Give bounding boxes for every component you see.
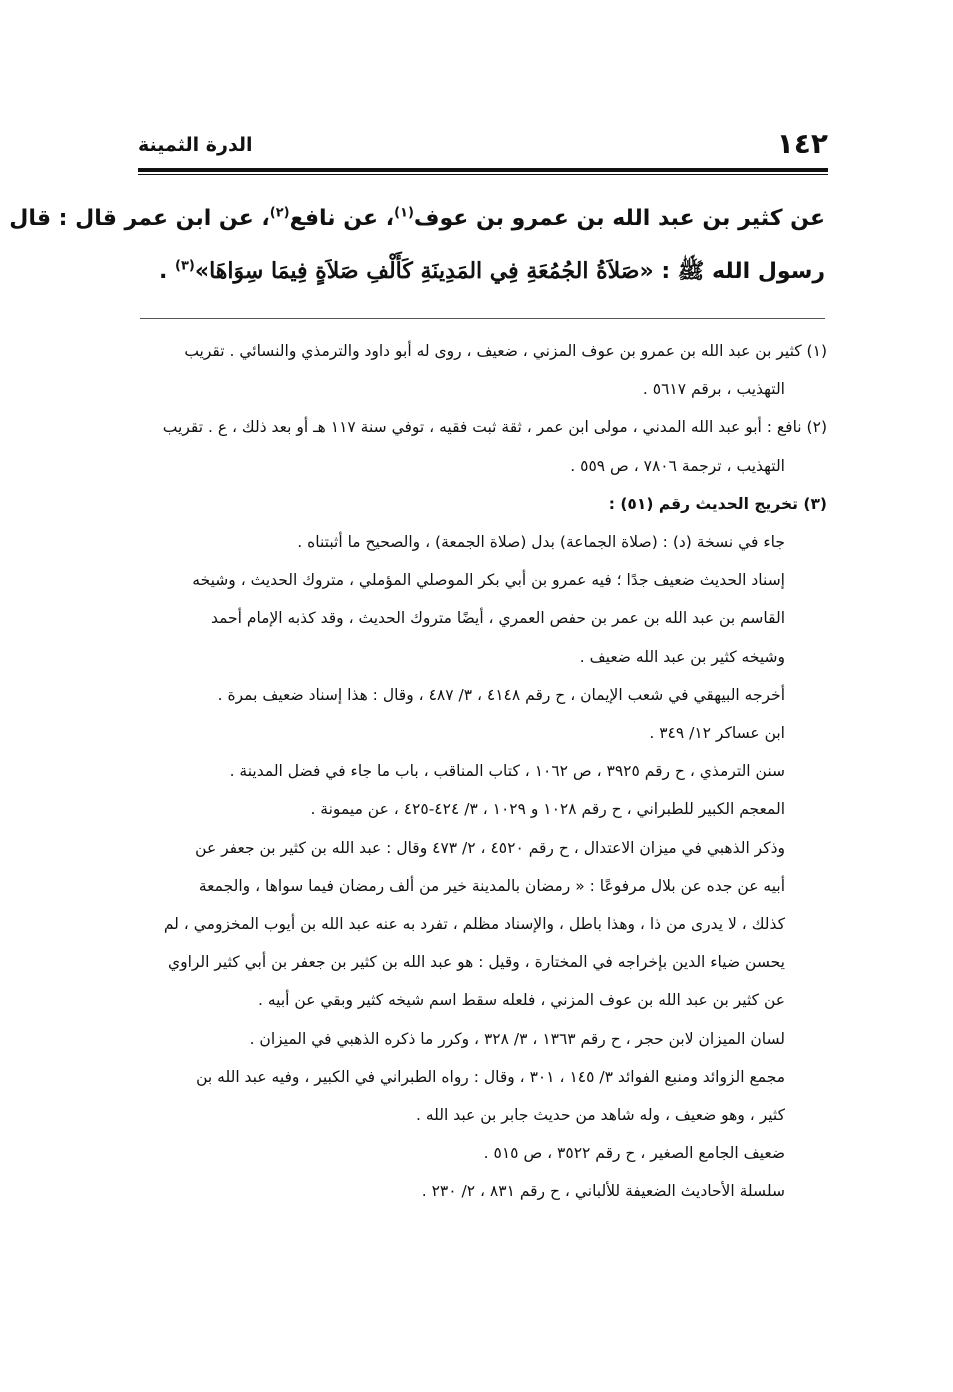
footnote-line: أبيه عن جده عن بلال مرفوعًا : « رمضان بالمدينة خير من ألف رمضان فيما سواها ، والجمعة: [198, 876, 785, 895]
footnote-line: جاء في نسخة (د) : (صلاة الجماعة) بدل (صلاة الجمعة) ، والصحيح ما أثبتناه .: [297, 533, 785, 552]
main-text: [9, 193, 825, 298]
footnote-line: كذلك ، لا يدرى من ذا ، وهذا باطل ، والإسناد مظلم ، تفرد به عنه عبد الله بن أيوب المخزومي ، لم: [163, 915, 785, 934]
footnote-line: وذكر الذهبي في ميزان الاعتدال ، ح رقم ٤٥٢٠ ، ٢/ ٤٧٣ وقال : عبد الله بن كثير بن جعفر عن: [195, 838, 785, 857]
footnote-line: عن كثير بن عبد الله بن عوف المزني ، فلعله سقط اسم شيخه كثير وبقي عن أبيه .: [258, 991, 785, 1010]
footnote-line: المعجم الكبير للطبراني ، ح رقم ١٠٢٨ و ١٠٢٩ ، ٣/ ٤٢٤-٤٢٥ ، عن ميمونة .: [310, 800, 785, 819]
footnote-3-heading: (٣) تخريج الحديث رقم (٥١) :: [608, 494, 827, 513]
footnote-ref-2[interactable]: (٢): [269, 205, 290, 221]
footnote-line: ابن عساكر ١٢/ ٣٤٩ .: [649, 724, 785, 743]
running-title: الدرة الثمينة: [138, 134, 253, 156]
footnote-line: أخرجه البيهقي في شعب الإيمان ، ح رقم ٤١٤٨ ، ٣/ ٤٨٧ ، وقال : هذا إسناد ضعيف بمرة .: [217, 685, 785, 704]
footnote-ref-3[interactable]: (٣): [175, 258, 195, 274]
footnote-line: سلسلة الأحاديث الضعيفة للألباني ، ح رقم ٨٣١ ، ٢/ ٢٣٠ .: [421, 1182, 785, 1201]
footnote-line: مجمع الزوائد ومنبع الفوائد ٣/ ١٤٥ ، ٣٠١ ، وقال : رواه الطبراني في الكبير ، وفيه عبد الله بن: [196, 1067, 785, 1086]
footnote-2-line: (٢) نافع : أبو عبد الله المدني ، مولى ابن عمر ، ثقة ثبت فقيه ، توفي سنة ١١٧ هـ أو بعد ذلك ، ع . تقريب: [162, 418, 827, 437]
footnote-line: ضعيف الجامع الصغير ، ح رقم ٣٥٢٢ ، ص ٥١٥ .: [483, 1144, 785, 1163]
footnote-separator: [140, 318, 825, 319]
footnote-line: إسناد الحديث ضعيف جدًا ؛ فيه عمرو بن أبي بكر الموصلي المؤملي ، متروك الحديث ، وشيخه: [192, 571, 785, 590]
footnote-line: لسان الميزان لابن حجر ، ح رقم ١٣٦٣ ، ٣/ ٣٢٨ ، وكرر ما ذكره الذهبي في الميزان .: [249, 1029, 785, 1048]
hadith-text: صَلاَةُ الجُمُعَةِ فِي المَدِينَةِ كَأَلْفِ صَلاَةٍ فِيمَا سِوَاهَا: [209, 258, 640, 284]
footnote-line: القاسم بن عبد الله بن عمر بن حفص العمري ، أيضًا متروك الحديث ، وقد كذبه الإمام أحمد: [210, 609, 785, 628]
footnote-line: كثير ، وهو ضعيف ، وله شاهد من حديث جابر بن عبد الله .: [415, 1106, 785, 1125]
main-text-line-1: عن كثير بن عبد الله بن عمرو بن عوف$^{(١)}$، عن نافع$^{(٢)}$، عن ابن عمر قال : قال: [9, 205, 825, 231]
main-text-line-2: رسول الله ﷺ : «صَلاَةُ الجُمُعَةِ فِي المَدِينَةِ كَأَلْفِ صَلاَةٍ فِيمَا سِوَاهَا»$^{(٣)}$ .: [159, 258, 825, 284]
footnote-line: يحسن ضياء الدين بإخراجه في المختارة ، وقيل : هو عبد الله بن كثير بن جعفر بن أبي كثير الراوي: [167, 953, 785, 972]
header-rule: [138, 168, 828, 175]
footnote-line: وشيخه كثير بن عبد الله ضعيف .: [579, 647, 785, 666]
page-header: [138, 126, 828, 166]
page-number: ١٤٢: [776, 127, 828, 160]
footnotes: [150, 332, 827, 1211]
footnote-1-continuation: التهذيب ، برقم ٥٦١٧ .: [642, 380, 785, 399]
footnote-line: سنن الترمذي ، ح رقم ٣٩٢٥ ، ص ١٠٦٢ ، كتاب المناقب ، باب ما جاء في فضل المدينة .: [229, 762, 785, 781]
footnote-2-continuation: التهذيب ، ترجمة ٧٨٠٦ ، ص ٥٥٩ .: [570, 456, 785, 475]
footnote-ref-1[interactable]: (١): [394, 205, 414, 221]
footnote-1-line: (١) كثير بن عبد الله بن عمرو بن عوف المزني ، ضعيف ، روى له أبو داود والترمذي والنسائي . تقريب: [184, 342, 827, 360]
